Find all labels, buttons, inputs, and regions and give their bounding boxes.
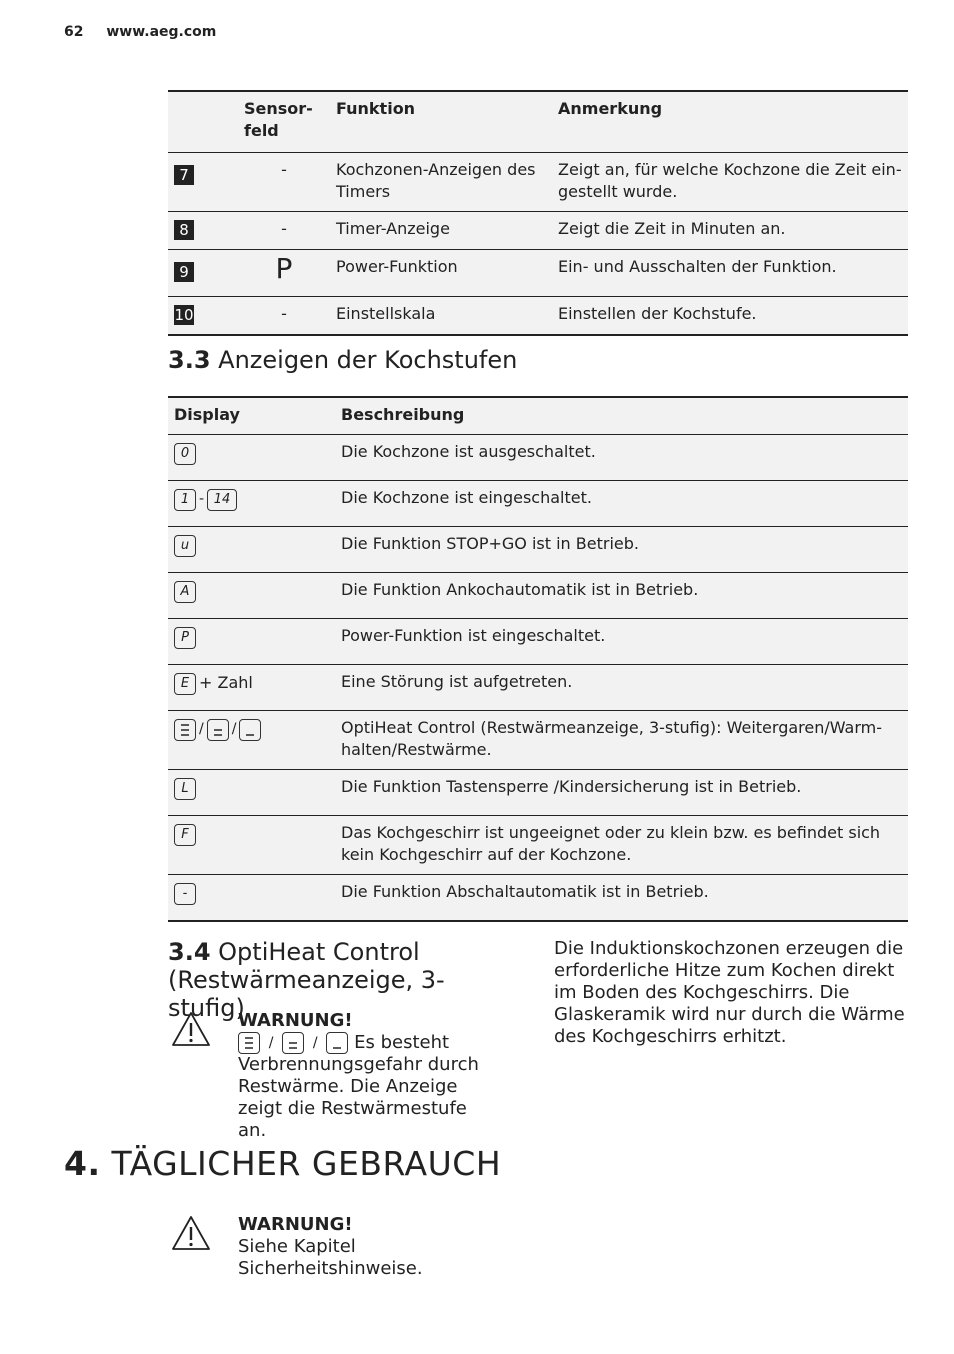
- row-number-cell: [168, 212, 238, 250]
- table-row: [168, 573, 908, 619]
- display-p-icon: P: [174, 627, 196, 649]
- table1-header-anmerkung: Anmerkung: [552, 91, 908, 153]
- table-row: [168, 816, 908, 875]
- website-link[interactable]: www.aeg.com: [106, 24, 217, 40]
- heat-level-3-icon: [174, 719, 196, 741]
- display-cell: [168, 619, 335, 665]
- display-cell: [168, 875, 335, 921]
- slash-separator: /: [199, 721, 204, 737]
- display-e-icon: E: [174, 673, 196, 695]
- warning-title: WARNUNG!: [238, 1010, 353, 1031]
- table-row: [168, 297, 908, 336]
- beschreibung-cell: Power-Funktion ist eingeschaltet.: [335, 619, 908, 665]
- heat-level-3-icon: [238, 1032, 260, 1054]
- page-number: 62: [64, 24, 84, 40]
- power-p-icon: P: [275, 252, 293, 285]
- anmerkung-cell: Zeigt an, für welche Kochzone die Zeit ein-gestellt wurde.: [552, 153, 908, 212]
- display-cell: [168, 527, 335, 573]
- display-f-icon: F: [174, 824, 196, 846]
- table2-header-beschreibung: Beschreibung: [335, 397, 908, 435]
- display-fourteen-icon: 14: [207, 489, 237, 511]
- beschreibung-cell: Eine Störung ist aufgetreten.: [335, 665, 908, 711]
- beschreibung-cell: Die Kochzone ist ausgeschaltet.: [335, 435, 908, 481]
- row-number-cell: [168, 153, 238, 212]
- beschreibung-cell: Das Kochgeschirr ist ungeeignet oder zu klein bzw. es befindet sich kein Kochgeschirr auf der Kochzone.: [335, 816, 908, 875]
- heat-level-2-icon: [282, 1032, 304, 1054]
- chapter-number: 4.: [64, 1144, 101, 1183]
- warning-body: Es besteht Verbrennungsgefahr durch Restwärme. Die Anzeige zeigt die Restwärmestufe an.: [238, 1032, 479, 1141]
- beschreibung-cell: Die Funktion STOP+GO ist in Betrieb.: [335, 527, 908, 573]
- table-row: [168, 481, 908, 527]
- table1-header-sensor: [238, 91, 330, 153]
- beschreibung-cell: Die Kochzone ist eingeschaltet.: [335, 481, 908, 527]
- heat-level-1-icon: [326, 1032, 348, 1054]
- table-row: [168, 711, 908, 770]
- table-row: [168, 212, 908, 250]
- section-3-3-heading: [168, 346, 517, 374]
- sensor-cell: [238, 250, 330, 297]
- chapter-4-heading: [64, 1144, 501, 1184]
- display-one-icon: 1: [174, 489, 196, 511]
- display-cell: [168, 770, 335, 816]
- warning-title: WARNUNG!: [238, 1214, 353, 1235]
- table-row: [168, 527, 908, 573]
- sensor-cell: -: [238, 212, 330, 250]
- table-row: [168, 435, 908, 481]
- heat-level-2-icon: [207, 719, 229, 741]
- sensor-cell: -: [238, 297, 330, 336]
- table-row: [168, 770, 908, 816]
- error-code-suffix: + Zahl: [199, 673, 253, 692]
- display-cell: [168, 816, 335, 875]
- heat-level-1-icon: [239, 719, 261, 741]
- display-table: [168, 396, 908, 922]
- section-title: Anzeigen der Kochstufen: [218, 346, 518, 374]
- slash-separator: /: [312, 1035, 318, 1051]
- display-cell: [168, 481, 335, 527]
- warning-triangle-icon: [170, 1010, 212, 1048]
- display-zero-icon: 0: [174, 443, 196, 465]
- warning-text: [238, 1010, 498, 1142]
- funktion-cell: Kochzonen-Anzeigen des Timers: [330, 153, 552, 212]
- table-row: [168, 665, 908, 711]
- table-row: [168, 250, 908, 297]
- display-dash-icon: -: [174, 883, 196, 905]
- anmerkung-cell: Ein- und Ausschalten der Funktion.: [552, 250, 908, 297]
- item-number-badge: 8: [174, 220, 194, 240]
- table2-header-display: Display: [168, 397, 335, 435]
- table1-header-sensor-label: Sensor- feld: [244, 99, 313, 140]
- funktion-cell: Einstellskala: [330, 297, 552, 336]
- display-a-icon: A: [174, 581, 196, 603]
- slash-separator: /: [268, 1035, 274, 1051]
- table1-header-funktion: Funktion: [330, 91, 552, 153]
- warning-body: Siehe Kapitel Sicherheitshinweise.: [238, 1236, 423, 1279]
- page-header: [64, 24, 234, 40]
- chapter-title: TÄGLICHER GEBRAUCH: [111, 1144, 502, 1183]
- table-row: [168, 875, 908, 921]
- sensor-function-table: [168, 90, 908, 336]
- section-number: 3.4: [168, 938, 211, 966]
- anmerkung-cell: Einstellen der Kochstufe.: [552, 297, 908, 336]
- warning-text: [238, 1214, 438, 1280]
- funktion-cell: Power-Funktion: [330, 250, 552, 297]
- item-number-badge: 7: [174, 165, 194, 185]
- table-row: [168, 619, 908, 665]
- item-number-badge: 10: [174, 306, 194, 324]
- slash-separator: /: [231, 721, 237, 737]
- display-stop-go-icon: u: [174, 535, 196, 557]
- sensor-cell: -: [238, 153, 330, 212]
- beschreibung-cell: Die Funktion Ankochautomatik ist in Betrieb.: [335, 573, 908, 619]
- section-title: OptiHeat Control (Restwärmeanzeige, 3-stufig): [168, 938, 445, 1022]
- beschreibung-cell: Die Funktion Tastensperre /Kindersicherung ist in Betrieb.: [335, 770, 908, 816]
- display-cell: [168, 573, 335, 619]
- table1-header-num: [168, 91, 238, 153]
- section-3-4-right-text: Die Induktionskochzonen erzeugen die erforderliche Hitze zum Kochen direkt im Boden des Kochgeschirrs. Die Glaskeramik wird nur durch die Wärme des Kochgeschirrs erhitzt.: [554, 938, 905, 1047]
- display-cell: [168, 711, 335, 770]
- item-number-badge: 9: [174, 262, 194, 282]
- beschreibung-cell: OptiHeat Control (Restwärmeanzeige, 3-stufig): Weitergaren/Warm-halten/Restwärme.: [335, 711, 908, 770]
- beschreibung-cell: Die Funktion Abschaltautomatik ist in Betrieb.: [335, 875, 908, 921]
- warning-triangle-icon: [170, 1214, 212, 1252]
- row-number-cell: [168, 250, 238, 297]
- funktion-cell: Timer-Anzeige: [330, 212, 552, 250]
- display-cell: [168, 665, 335, 711]
- table-row: [168, 153, 908, 212]
- range-separator: -: [199, 491, 205, 507]
- display-cell: [168, 435, 335, 481]
- display-l-icon: L: [174, 778, 196, 800]
- row-number-cell: [168, 297, 238, 336]
- anmerkung-cell: Zeigt die Zeit in Minuten an.: [552, 212, 908, 250]
- section-number: 3.3: [168, 346, 211, 374]
